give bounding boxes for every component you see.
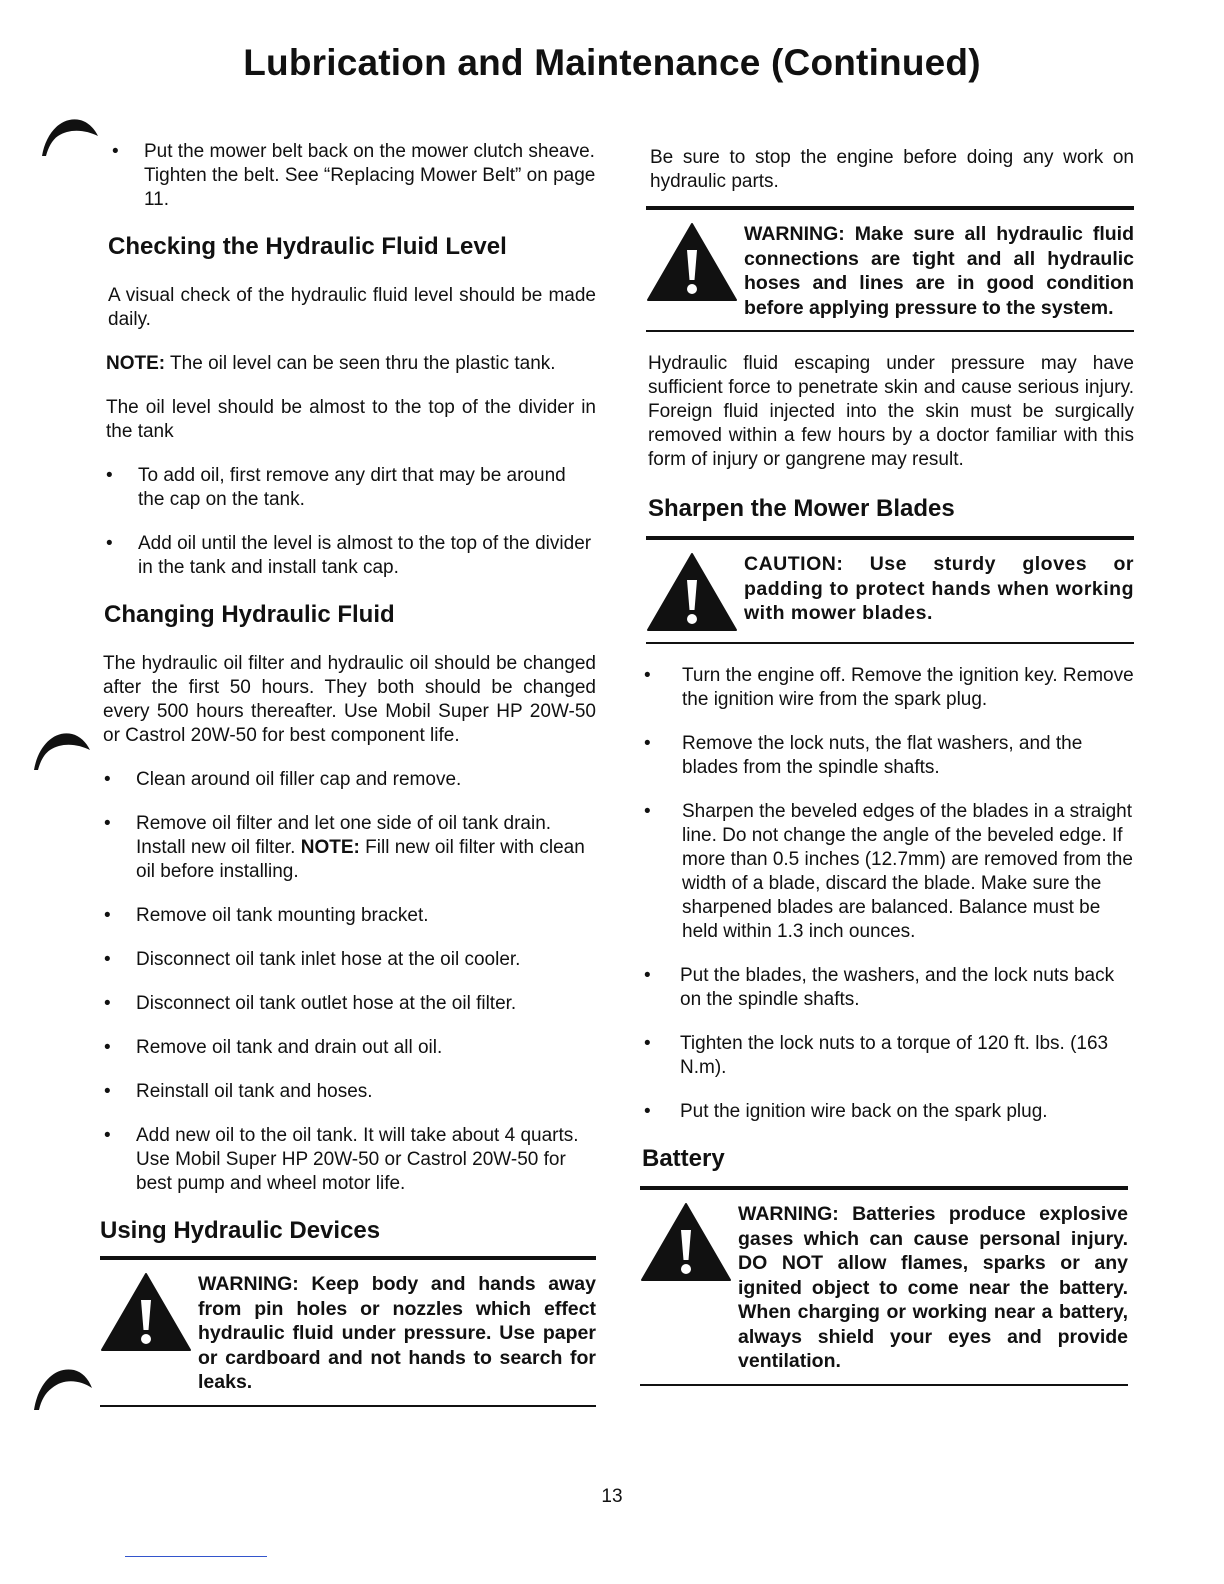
note-paragraph	[106, 352, 596, 376]
bullet-icon: •	[106, 533, 113, 554]
page-title: Lubrication and Maintenance (Continued)	[243, 42, 981, 83]
bullet-icon: •	[644, 965, 651, 986]
page-number: 13	[601, 1486, 623, 1507]
bullet-icon: •	[104, 1081, 111, 1102]
note-label: NOTE:	[106, 353, 166, 374]
note-text: The oil level can be seen thru the plastic tank.	[170, 353, 556, 374]
revision-mark-icon	[40, 112, 100, 158]
list-item-text: Tighten the lock nuts to a torque of 120 ft. lbs. (163 N.m).	[680, 1033, 1109, 1078]
list-item-text: Remove the lock nuts, the flat washers, and the blades from the spindle shafts.	[682, 733, 1083, 778]
paragraph: A visual check of the hydraulic fluid level should be made daily.	[108, 285, 596, 330]
bullet-icon: •	[106, 465, 113, 486]
list-item-text: Add oil until the level is almost to the top of the divider in the tank and install tank cap.	[138, 533, 592, 578]
revision-mark-icon	[32, 724, 92, 772]
left-column	[100, 140, 596, 1427]
list-item-text: Remove oil tank mounting bracket.	[136, 905, 429, 926]
list-item	[102, 464, 596, 512]
section-heading-using: Using Hydraulic Devices	[100, 1217, 381, 1244]
list-item-text: Turn the engine off. Remove the ignition key. Remove the ignition wire from the spark plug.	[682, 665, 1134, 710]
warning-icon	[646, 222, 738, 302]
list-item	[640, 1032, 1134, 1080]
list-item	[100, 992, 596, 1016]
list-item	[640, 964, 1134, 1012]
bullet-icon: •	[644, 1101, 651, 1122]
bullet-icon: •	[644, 1033, 651, 1054]
warning-box	[640, 1186, 1128, 1386]
bullet-icon: •	[104, 949, 111, 970]
list-item-text: Remove oil tank and drain out all oil.	[136, 1037, 443, 1058]
list-item-text: Sharpen the beveled edges of the blades in a straight line. Do not change the angle of the beveled edge. If more than 0.5 inches (12.7mm) are removed from the width of a blade, discard the blade. Make sure the sharpened blades are balanced. Balance must be held within 1.3 inch ounces.	[682, 801, 1133, 942]
bullet-icon: •	[644, 665, 651, 686]
list-item	[108, 140, 596, 212]
paragraph: Be sure to stop the engine before doing any work on hydraulic parts.	[650, 147, 1134, 192]
warning-box	[646, 206, 1134, 332]
list-item	[640, 732, 1134, 780]
paragraph: The hydraulic oil filter and hydraulic oil should be changed after the first 50 hours. They both should be changed every 500 hours thereafter. Use Mobil Super HP 20W-50 or Castrol 20W-50 for best component life.	[103, 653, 596, 746]
warning-box	[100, 1256, 596, 1407]
list-item-text: Put the mower belt back on the mower clutch sheave. Tighten the belt. See “Replacing Mower Belt” on page 11.	[144, 141, 596, 210]
caution-box	[646, 536, 1134, 644]
list-item	[100, 812, 596, 884]
paragraph: Hydraulic fluid escaping under pressure may have sufficient force to penetrate skin and cause serious injury. Foreign fluid injected into the skin must be surgically removed within a few hours by a doctor familiar with this form of injury or gangrene may result.	[648, 353, 1134, 470]
warning-icon	[100, 1272, 192, 1352]
section-heading-changing: Changing Hydraulic Fluid	[104, 601, 395, 628]
footer-divider	[125, 1556, 267, 1557]
warning-text: WARNING: Batteries produce explosive gases which can cause personal injury. DO NOT allow flames, sparks or any ignited object to come near the battery. When charging or working near a battery, always shield your eyes and provide ventilation.	[738, 1203, 1128, 1372]
list-item-text: Put the ignition wire back on the spark plug.	[680, 1101, 1048, 1122]
bullet-icon: •	[104, 1037, 111, 1058]
bullet-icon: •	[112, 141, 119, 162]
bullet-icon: •	[104, 1125, 111, 1146]
section-heading-battery: Battery	[642, 1145, 725, 1172]
caution-text: CAUTION: Use sturdy gloves or padding to protect hands when working with mower blades.	[744, 553, 1134, 624]
list-item-text: Fill new oil filter with clean oil before installing.	[136, 837, 585, 882]
bullet-icon: •	[104, 905, 111, 926]
list-item-text: Reinstall oil tank and hoses.	[136, 1081, 373, 1102]
right-column	[640, 146, 1134, 1406]
warning-text: WARNING: Make sure all hydraulic fluid connections are tight and all hydraulic hoses and lines are in good condition before applying pressure to the system.	[744, 223, 1134, 319]
list-item	[100, 948, 596, 972]
list-item	[100, 1080, 596, 1104]
list-item-text: Add new oil to the oil tank. It will take about 4 quarts. Use Mobil Super HP 20W-50 or Castrol 20W-50 for best pump and wheel motor life.	[136, 1125, 579, 1194]
section-heading-checking: Checking the Hydraulic Fluid Level	[108, 233, 507, 260]
list-item	[100, 1124, 596, 1196]
bullet-icon: •	[104, 993, 111, 1014]
list-item-text: Disconnect oil tank outlet hose at the oil filter.	[136, 993, 517, 1014]
warning-icon	[640, 1202, 732, 1282]
bullet-icon: •	[104, 769, 111, 790]
list-item	[640, 800, 1134, 944]
revision-mark-icon	[32, 1360, 94, 1412]
list-item-text: Remove oil filter and let one side of oil tank drain. Install new oil filter.	[136, 813, 552, 858]
list-item-text: Put the blades, the washers, and the lock nuts back on the spindle shafts.	[680, 965, 1115, 1010]
bullet-icon: •	[644, 733, 651, 754]
section-heading-sharpen: Sharpen the Mower Blades	[648, 495, 955, 522]
list-item	[100, 1036, 596, 1060]
note-label: NOTE:	[300, 837, 360, 858]
warning-icon	[646, 552, 738, 632]
list-item	[100, 904, 596, 928]
warning-text: WARNING: Keep body and hands away from pin holes or nozzles which effect hydraulic fluid under pressure. Use paper or cardboard and not hands to search for leaks.	[198, 1273, 596, 1393]
list-item-text: Disconnect oil tank inlet hose at the oil cooler.	[136, 949, 521, 970]
list-item	[640, 1100, 1134, 1124]
list-item	[640, 664, 1134, 712]
list-item	[102, 532, 596, 580]
bullet-icon: •	[104, 813, 111, 834]
paragraph: The oil level should be almost to the top of the divider in the tank	[106, 397, 596, 442]
list-item	[100, 768, 596, 792]
bullet-icon: •	[644, 801, 651, 822]
list-item-text: Clean around oil filler cap and remove.	[136, 769, 462, 790]
list-item-text: To add oil, first remove any dirt that may be around the cap on the tank.	[138, 465, 566, 510]
